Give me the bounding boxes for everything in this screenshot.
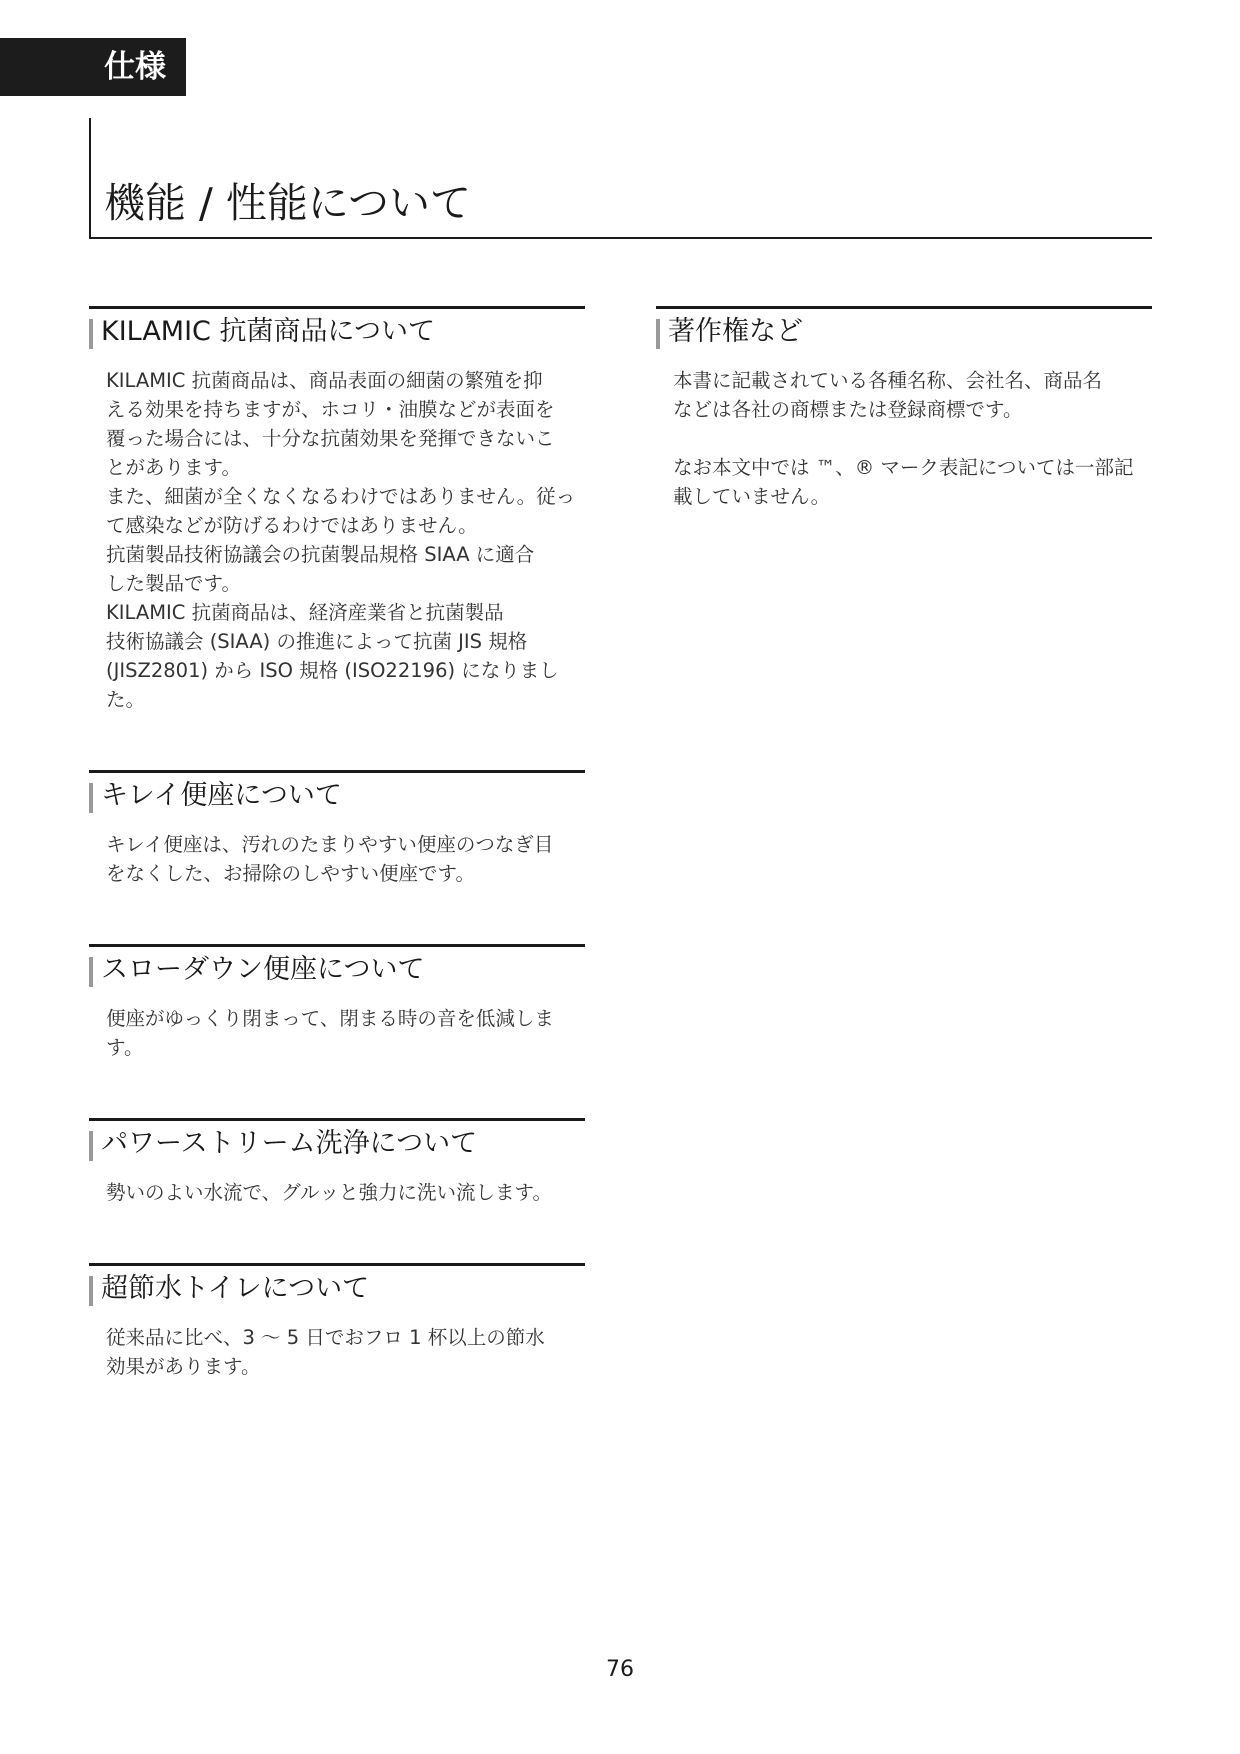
page-number: 76 bbox=[606, 1657, 634, 1682]
body-line: KILAMIC 抗菌商品は、商品表面の細菌の繁殖を抑 bbox=[106, 369, 543, 392]
heading-marker bbox=[89, 1131, 93, 1161]
section-body bbox=[673, 366, 1151, 511]
heading-marker bbox=[89, 1276, 93, 1306]
body-line: 従来品に比べ、3 〜 5 日でおフロ 1 杯以上の節水 bbox=[106, 1326, 545, 1349]
heading-marker bbox=[656, 319, 660, 349]
section-title: パワーストリーム洗浄について bbox=[101, 1128, 478, 1159]
body-line: す。 bbox=[106, 1036, 144, 1059]
heading-marker bbox=[89, 783, 93, 813]
section-heading bbox=[89, 944, 585, 987]
page-title: 機能 / 性能について bbox=[104, 179, 472, 227]
body-line: 本書に記載されている各種名称、会社名、商品名 bbox=[673, 369, 1103, 392]
section-title: スローダウン便座について bbox=[101, 954, 425, 985]
section-heading bbox=[89, 1118, 585, 1161]
section-title: 著作権など bbox=[668, 316, 803, 347]
body-line: える効果を持ちますが、ホコリ・油膜などが表面を bbox=[106, 398, 555, 421]
heading-marker bbox=[89, 319, 93, 349]
section-power-stream bbox=[89, 1118, 585, 1207]
section-slowdown-seat bbox=[89, 944, 585, 1062]
right-column bbox=[656, 306, 1152, 511]
left-column bbox=[89, 306, 585, 1381]
body-line: した製品です。 bbox=[106, 572, 241, 595]
body-line: 載していません。 bbox=[673, 485, 831, 508]
body-line: 技術協議会 (SIAA) の推進によって抗菌 JIS 規格 bbox=[106, 630, 528, 653]
body-line: キレイ便座は、汚れのたまりやすい便座のつなぎ目 bbox=[106, 833, 554, 856]
section-title: キレイ便座について bbox=[101, 780, 342, 811]
section-water-saving bbox=[89, 1263, 585, 1381]
section-tab bbox=[0, 38, 186, 96]
body-line: 効果があります。 bbox=[106, 1355, 261, 1378]
body-line: とがあります。 bbox=[106, 456, 241, 479]
section-title: 超節水トイレについて bbox=[101, 1273, 370, 1304]
body-line: また、細菌が全くなくなるわけではありません。従っ bbox=[106, 485, 576, 508]
title-vertical-rule bbox=[89, 118, 91, 238]
section-title: KILAMIC 抗菌商品について bbox=[101, 316, 435, 347]
body-line: なお本文中では ™、® マーク表記については一部記 bbox=[673, 456, 1134, 479]
body-line: などは各社の商標または登録商標です。 bbox=[673, 398, 1023, 421]
body-line: 覆った場合には、十分な抗菌効果を発揮できないこ bbox=[106, 427, 555, 450]
section-heading bbox=[656, 306, 1152, 349]
section-heading bbox=[89, 770, 585, 813]
section-body bbox=[106, 366, 584, 714]
section-tab-label: 仕様 bbox=[104, 49, 166, 85]
section-body bbox=[106, 830, 584, 888]
heading-marker bbox=[89, 957, 93, 987]
body-line: た。 bbox=[106, 688, 146, 711]
body-line: 抗菌製品技術協議会の抗菌製品規格 SIAA に適合 bbox=[106, 543, 535, 566]
body-line: をなくした、お掃除のしやすい便座です。 bbox=[106, 862, 475, 885]
section-heading bbox=[89, 306, 585, 349]
section-body bbox=[106, 1323, 584, 1381]
section-kilamic bbox=[89, 306, 585, 714]
section-body bbox=[106, 1004, 584, 1062]
body-line: (JISZ2801) から ISO 規格 (ISO22196) になりまし bbox=[106, 659, 559, 682]
section-kirei-seat bbox=[89, 770, 585, 888]
body-line: KILAMIC 抗菌商品は、経済産業省と抗菌製品 bbox=[106, 601, 504, 624]
section-copyright bbox=[656, 306, 1152, 511]
title-horizontal-rule bbox=[89, 237, 1152, 239]
body-line: 勢いのよい水流で、グルッと強力に洗い流します。 bbox=[106, 1181, 552, 1204]
body-line: 便座がゆっくり閉まって、閉まる時の音を低減しま bbox=[106, 1007, 554, 1030]
body-line: て感染などが防げるわけではありません。 bbox=[106, 514, 478, 537]
section-body bbox=[106, 1178, 584, 1207]
section-heading bbox=[89, 1263, 585, 1306]
